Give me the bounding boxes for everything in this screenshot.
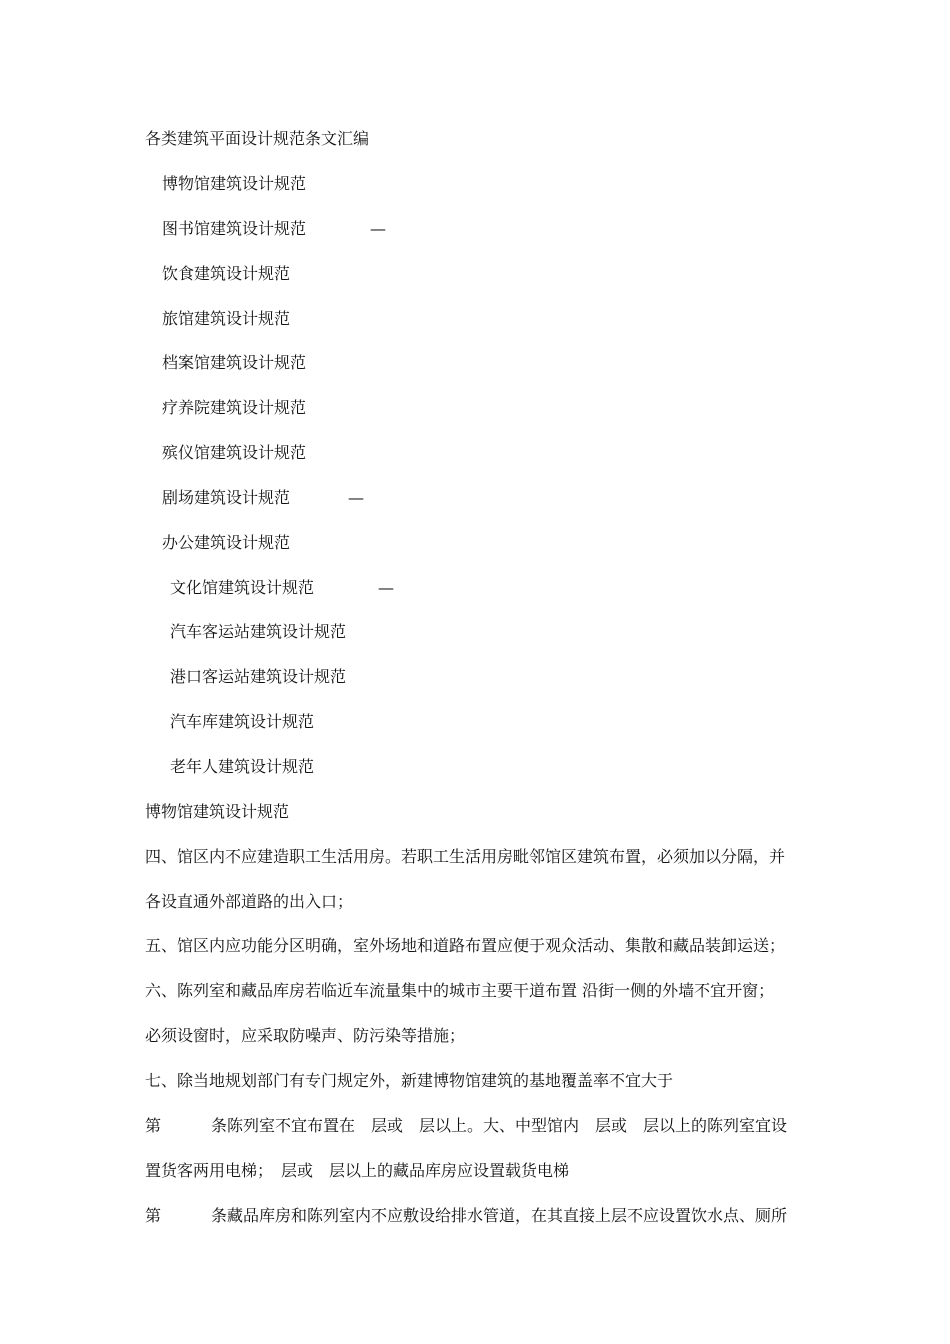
paragraph-line: 各设直通外部道路的出入口； [145, 892, 354, 911]
paragraph-line: 五、馆区内应功能分区明确，室外场地和道路布置应便于观众活动、集散和藏品装卸运送； [145, 936, 786, 955]
toc-item: 汽车库建筑设计规范 [170, 712, 315, 731]
article-text: 条藏品库房和陈列室内不应敷设给排水管道，在其直接上层不应设置饮水点、厕所 [211, 1206, 788, 1225]
toc-item: 饮食建筑设计规范 [162, 264, 291, 283]
paragraph-line: 七、除当地规划部门有专门规定外，新建博物馆建筑的基地覆盖率不宜大于 [145, 1071, 674, 1090]
toc-item: 疗养院建筑设计规范 [162, 398, 307, 417]
article-prefix: 第 [145, 1116, 162, 1135]
paragraph-line: 四、馆区内不应建造职工生活用房。若职工生活用房毗邻馆区建筑布置，必须加以分隔，并 [145, 847, 786, 866]
toc-dash: — [348, 488, 364, 507]
toc-item: 图书馆建筑设计规范 [162, 219, 307, 238]
toc-dash: — [378, 578, 394, 597]
section-title: 博物馆建筑设计规范 [145, 802, 290, 821]
toc-item: 档案馆建筑设计规范 [162, 353, 307, 372]
article-prefix: 第 [145, 1206, 162, 1225]
toc-dash: — [370, 219, 386, 238]
toc-item: 汽车客运站建筑设计规范 [170, 622, 347, 641]
paragraph-line: 六、陈列室和藏品库房若临近车流量集中的城市主要干道布置 沿街一侧的外墙不宜开窗； [145, 981, 775, 1000]
document-title: 各类建筑平面设计规范条文汇编 [145, 129, 370, 148]
toc-item: 博物馆建筑设计规范 [162, 174, 307, 193]
toc-item: 剧场建筑设计规范 [162, 488, 291, 507]
article-text: 条陈列室不宜布置在 层或 层以上。大、中型馆内 层或 层以上的陈列室宜设 [211, 1116, 788, 1135]
toc-item: 旅馆建筑设计规范 [162, 309, 291, 328]
toc-item: 老年人建筑设计规范 [170, 757, 315, 776]
toc-item: 港口客运站建筑设计规范 [170, 667, 347, 686]
toc-item: 殡仪馆建筑设计规范 [162, 443, 307, 462]
toc-item: 文化馆建筑设计规范 [170, 578, 315, 597]
paragraph-line: 必须设窗时，应采取防噪声、防污染等措施； [145, 1026, 466, 1045]
article-text: 置货客两用电梯； 层或 层以上的藏品库房应设置载货电梯 [145, 1161, 570, 1180]
toc-item: 办公建筑设计规范 [162, 533, 291, 552]
